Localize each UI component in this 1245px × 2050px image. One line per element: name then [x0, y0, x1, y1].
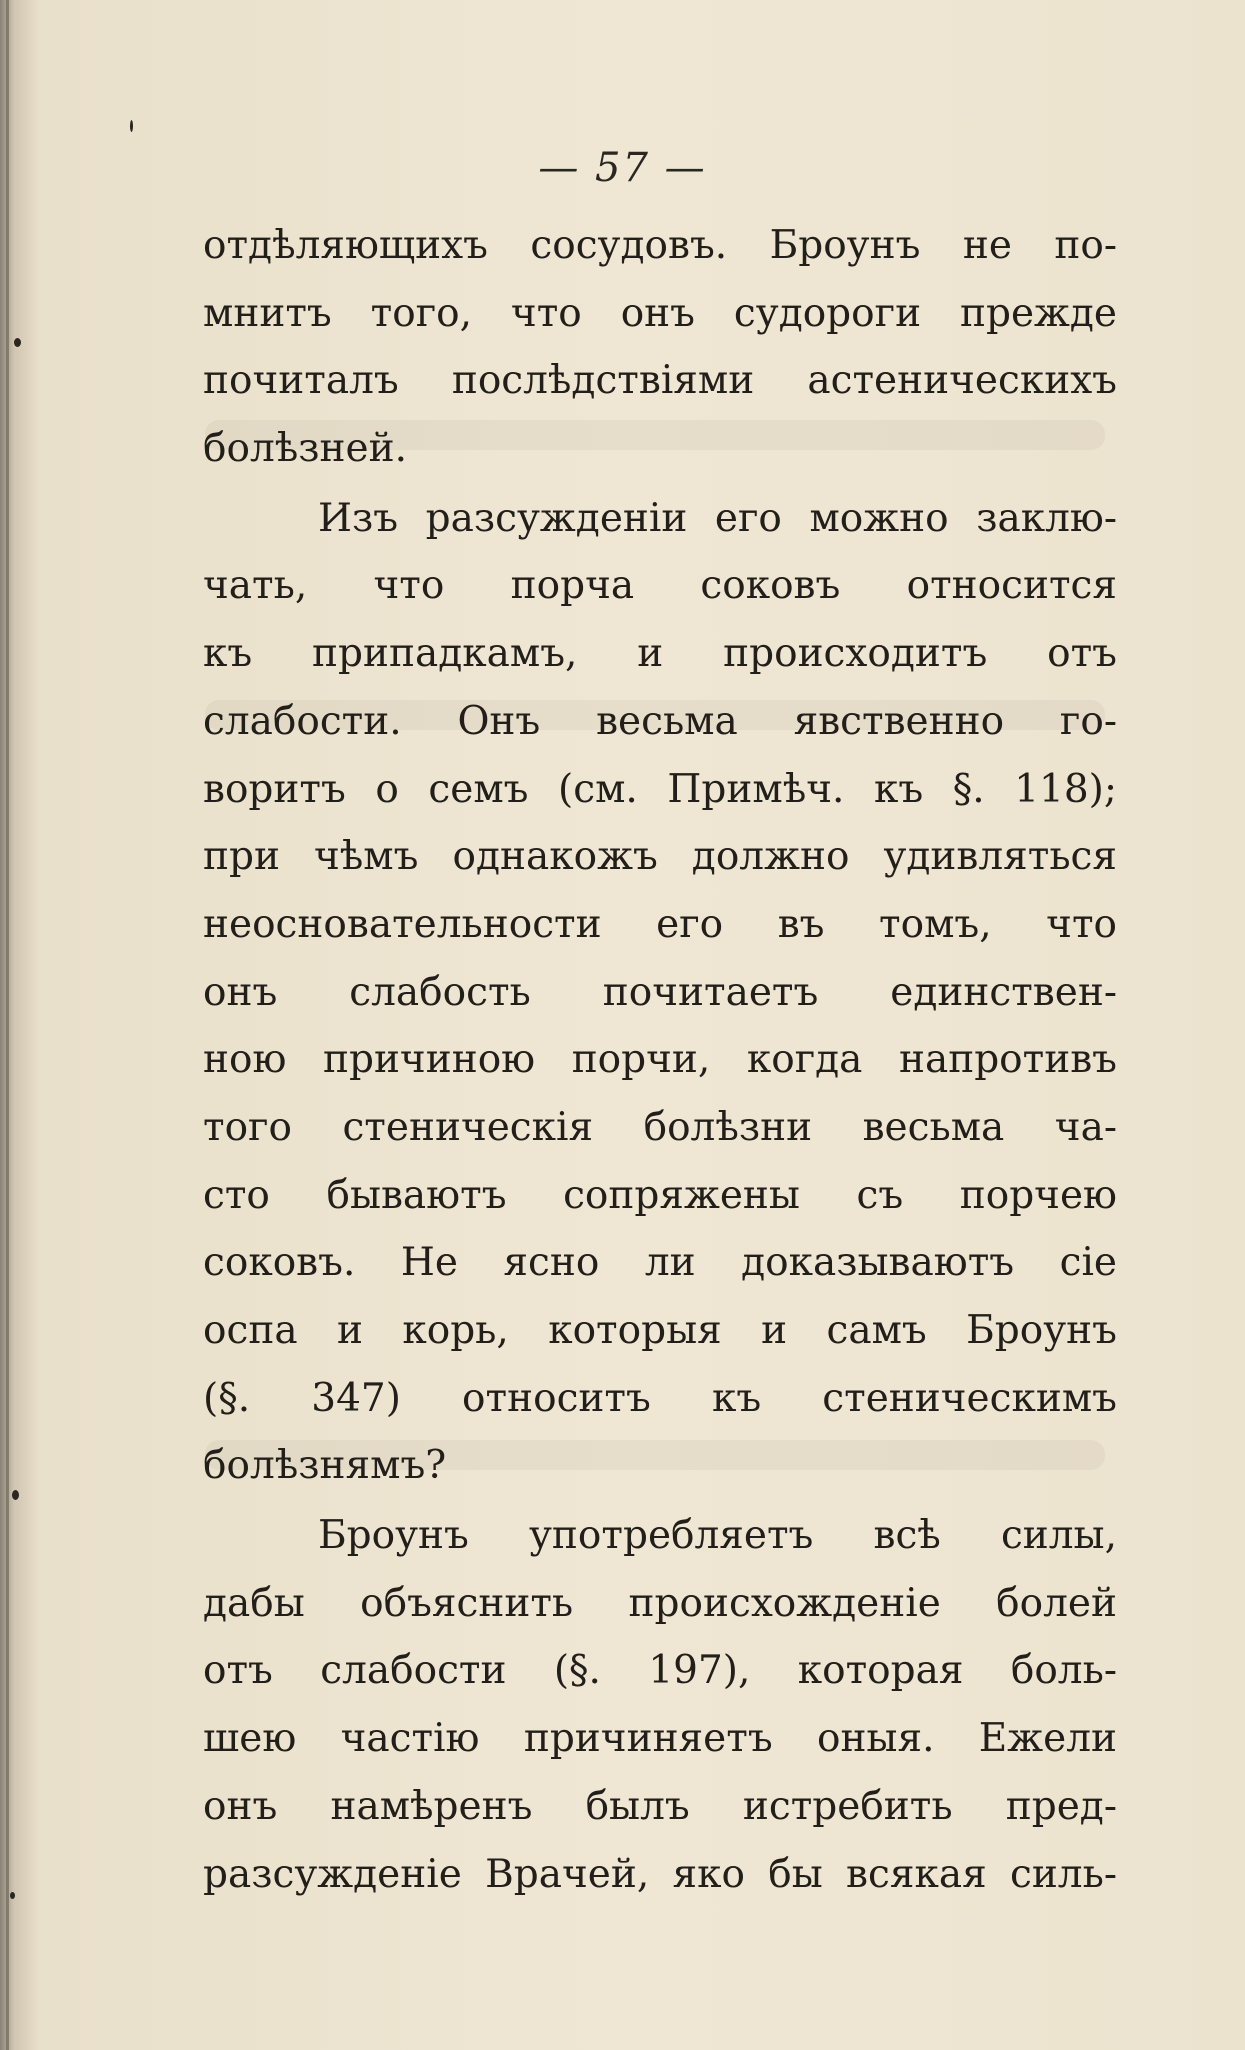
text-line: почиталъ послѣдствіями астеническихъ — [203, 358, 1117, 404]
text-line: мнитъ того, что онъ судороги прежде — [203, 290, 1117, 336]
text-line: ною причиною порчи, когда напротивъ — [203, 1037, 1117, 1083]
text-line: болѣзнямъ? — [203, 1443, 447, 1489]
text-line: оспа и корь, которыя и самъ Броунъ — [203, 1308, 1117, 1353]
text-line: разсужденіе Врачей, яко бы всякая силь- — [203, 1851, 1117, 1897]
text-line: Изъ разсужденіи его можно заклю- — [318, 495, 1117, 541]
text-line: сто бываютъ сопряжены съ порчею — [203, 1172, 1117, 1218]
ink-speck — [14, 338, 21, 347]
text-line: онъ слабость почитаетъ единствен- — [203, 969, 1117, 1015]
text-line: отдѣляющихъ сосудовъ. Броунъ не по- — [203, 223, 1117, 268]
paragraph-2 — [203, 485, 1117, 1500]
ink-speck — [10, 1892, 15, 1899]
text-line: шею частію причиняетъ оныя. Ежели — [203, 1716, 1117, 1762]
ink-speck — [130, 120, 133, 132]
text-line: отъ слабости (§. 197), которая боль- — [203, 1648, 1117, 1694]
text-line: того стеническія болѣзни весьма ча- — [203, 1104, 1117, 1150]
text-line: соковъ. Не ясно ли доказываютъ сіе — [203, 1240, 1117, 1286]
text-line: неосновательности его въ томъ, что — [203, 901, 1117, 947]
text-line: онъ намѣренъ былъ истребить пред- — [203, 1783, 1117, 1829]
text-line: (§. 347) относитъ къ стеническимъ — [203, 1375, 1117, 1421]
page-spine-edge — [6, 0, 9, 2050]
text-line: воритъ о семъ (см. Примѣч. къ §. 118); — [203, 766, 1117, 812]
ink-speck — [12, 1490, 19, 1500]
text-line: при чѣмъ однакожъ должно удивляться — [203, 834, 1117, 880]
page-number: — 57 — — [538, 145, 707, 191]
paragraph-1 — [203, 212, 1117, 483]
body-text — [203, 212, 1117, 1908]
text-line: къ припадкамъ, и происходитъ отъ — [203, 631, 1117, 677]
text-line: слабости. Онъ весьма явственно го- — [203, 698, 1117, 744]
text-line: болѣзней. — [203, 426, 407, 472]
text-line: дабы объяснить происхожденіе болей — [203, 1580, 1117, 1626]
text-line: чать, что порча соковъ относится — [203, 563, 1117, 609]
paragraph-3 — [203, 1502, 1117, 1908]
text-line: Броунъ употребляетъ всѣ силы, — [318, 1513, 1117, 1559]
